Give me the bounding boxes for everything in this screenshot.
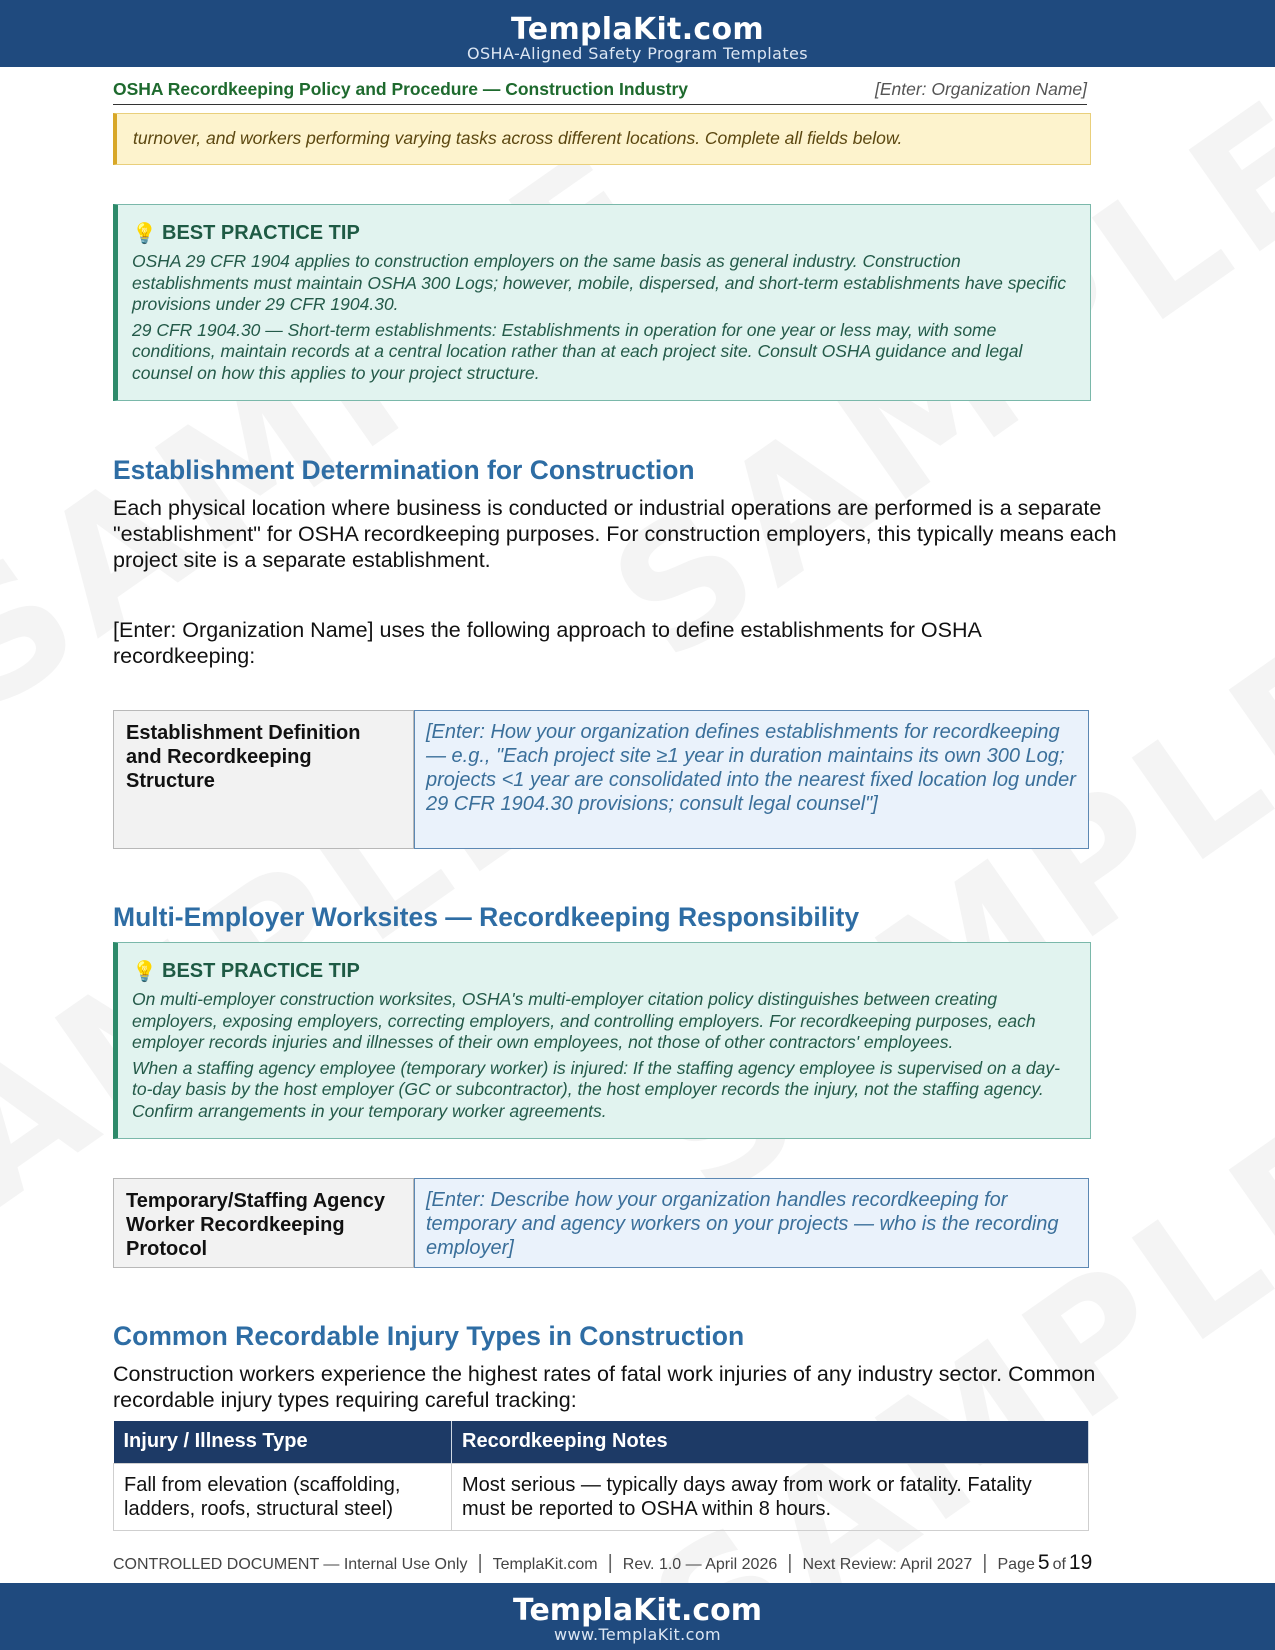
- lightbulb-icon: 💡: [132, 961, 157, 983]
- section-heading: Multi-Employer Worksites — Recordkeeping Responsibility: [113, 902, 860, 932]
- footer-band: [0, 1583, 1275, 1650]
- organization-placeholder: [Enter: Organization Name]: [874, 79, 1087, 99]
- best-practice-tip: [113, 942, 1091, 1139]
- page-total: 19: [1068, 1551, 1093, 1574]
- page-label: Page: [997, 1556, 1035, 1573]
- header-band: [0, 0, 1275, 67]
- table-header-row: [114, 1421, 1089, 1463]
- tip-paragraph: OSHA 29 CFR 1904 applies to construction employers on the same basis as general industry. Construction establishments must maintain OSHA 300 Logs; however, mobile, dispersed, and short-term establishments have specific provisions under 29 CFR 1904.30.: [132, 251, 1067, 314]
- controlled-notice: CONTROLLED DOCUMENT — Internal Use Only: [113, 1556, 468, 1573]
- column-header: Injury / Illness Type: [114, 1421, 452, 1463]
- field-label: Temporary/Staffing Agency Worker Recordkeeping Protocol: [114, 1179, 414, 1267]
- field-value[interactable]: [Enter: Describe how your organization handles recordkeeping for temporary and agency workers on your projects — who is the recording employer]: [414, 1178, 1089, 1268]
- body-paragraph: [Enter: Organization Name] uses the following approach to define establishments for OSHA recordkeeping:: [113, 618, 981, 668]
- brand-tagline: OSHA-Aligned Safety Program Templates: [466, 44, 809, 63]
- temporary-worker-protocol-field: [113, 1178, 1089, 1268]
- divider: |: [982, 1552, 988, 1574]
- brand-title: TemplaKit.com: [511, 12, 764, 47]
- tip-title: BEST PRACTICE TIP: [162, 222, 360, 244]
- revision: Rev. 1.0 — April 2026: [622, 1556, 778, 1573]
- instruction-note: turnover, and workers performing varying tasks across different locations. Complete all fields below.: [113, 113, 1091, 165]
- table-cell: Most serious — typically days away from work or fatality. Fatality must be reported to OSHA within 8 hours.: [452, 1463, 1089, 1530]
- establishment-definition-field: [113, 710, 1089, 849]
- page-of: of: [1052, 1556, 1066, 1573]
- body-paragraph: Construction workers experience the highest rates of fatal work injuries of any industry sector. Common recordable injury types requiring careful tracking:: [113, 1362, 1096, 1412]
- divider: |: [477, 1552, 483, 1574]
- brand-url: www.TemplaKit.com: [553, 1625, 722, 1644]
- next-review: Next Review: April 2027: [802, 1556, 973, 1573]
- tip-paragraph: 29 CFR 1904.30 — Short-term establishments: Establishments in operation for one year or less may, with some conditions, maintain records at a central location rather than at each project site. Consult OSHA guidance and legal counsel on how this applies to your project structure.: [132, 319, 1023, 383]
- tip-title: BEST PRACTICE TIP: [162, 960, 360, 982]
- section-heading: Establishment Determination for Construction: [113, 455, 695, 485]
- brand-title: TemplaKit.com: [512, 1593, 762, 1628]
- document-footer: [113, 1551, 1163, 1575]
- column-header: Recordkeeping Notes: [452, 1421, 1089, 1463]
- tip-paragraph: When a staffing agency employee (temporary worker) is injured: If the staffing agency employee is supervised on a day-to-day basis by the host employer (GC or subcontractor), the host employer records the injury, not the staffing agency. Confirm arrangements in your temporary worker agreements.: [132, 1057, 1060, 1121]
- table-row: [114, 1463, 1089, 1530]
- tip-paragraph: On multi-employer construction worksites, OSHA's multi-employer citation policy distinguishes between creating employers, exposing employers, correcting employers, and controlling employers. For recordkeeping purposes, each employer records injuries and illnesses of their own employees, not those of other contractors' employees.: [132, 989, 1036, 1052]
- injury-types-table: [113, 1421, 1089, 1531]
- document-title: OSHA Recordkeeping Policy and Procedure — Construction Industry: [113, 79, 689, 99]
- lightbulb-icon: 💡: [132, 223, 157, 245]
- divider: |: [607, 1552, 613, 1574]
- page-current: 5: [1037, 1551, 1050, 1574]
- section-heading: Common Recordable Injury Types in Construction: [113, 1321, 745, 1351]
- footer-site: TemplaKit.com: [492, 1556, 598, 1573]
- body-paragraph: Each physical location where business is conducted or industrial operations are performed is a separate "establishment" for OSHA recordkeeping purposes. For construction employers, this typically means each project site is a separate establishment.: [113, 496, 1117, 572]
- field-label: Establishment Definition and Recordkeeping Structure: [114, 711, 414, 848]
- running-head: [113, 77, 1087, 105]
- best-practice-tip: [113, 204, 1091, 401]
- divider: |: [787, 1552, 793, 1574]
- field-value[interactable]: [Enter: How your organization defines establishments for recordkeeping — e.g., "Each project site ≥1 year in duration maintains its own 300 Log; projects <1 year are consolidated into the nearest fixed location log under 29 CFR 1904.30 provisions; consult legal counsel"]: [414, 710, 1089, 849]
- table-cell: Fall from elevation (scaffolding, ladders, roofs, structural steel): [114, 1463, 452, 1530]
